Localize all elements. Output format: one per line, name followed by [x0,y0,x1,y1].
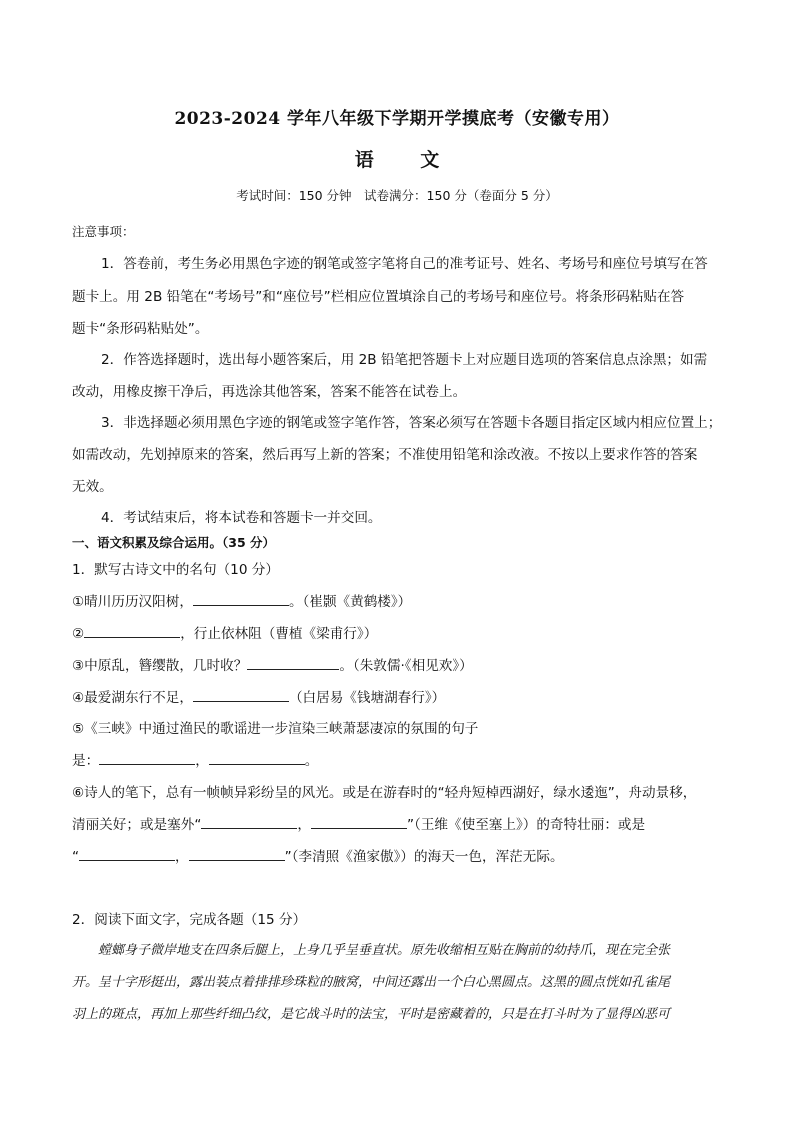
q1-s6-l3-suffix: ”（李清照《渔家傲》）的海天一色，浑茫无际。 [284,849,564,865]
q1-s3-prefix: ③中原乱，簪缨散，几时收？ [72,658,248,674]
answer-blank[interactable] [193,687,289,702]
notice-item-1-line-3: 题卡“条形码粘贴处”。 [72,321,209,337]
q1-s6-l2-suffix: ”（王维《使至塞上》）的奇特壮丽：或是 [406,817,646,833]
q1-s2-prefix: ② [72,626,85,642]
q1-s5-prefix: 是： [72,753,100,769]
q1-sentence-5-line-1: ⑤《三峡》中通过渔民的歌谣进一步渲染三峡萧瑟凄凉的氛围的句子 [72,721,479,737]
answer-blank[interactable] [209,750,305,765]
q1-s4-suffix: （白居易《钱塘湖春行》） [288,690,446,706]
q1-s5-suffix: 。 [304,753,319,769]
q1-s6-l2-mid: ， [297,817,311,833]
notice-item-1-line-2: 题卡上。用 2B 铅笔在“考场号”和“座位号”栏相应位置填涂自己的考场号和座位号。将条形码粘贴在答 [72,289,685,305]
answer-blank[interactable] [311,814,407,829]
answer-blank[interactable] [193,591,289,606]
notice-item-2-line-2: 改动，用橡皮擦干净后，再选涂其他答案，答案不能答在试卷上。 [72,384,467,400]
answer-blank[interactable] [247,655,339,670]
q1-sentence-3 [72,654,473,674]
q1-sentence-6-line-1: ⑥诗人的笔下，总有一帧帧异彩纷呈的风光。或是在游春时的“轻舟短棹西湖好，绿水逶迤”，舟动景移， [72,785,697,801]
answer-blank[interactable] [201,814,297,829]
answer-blank[interactable] [79,846,175,861]
answer-blank[interactable] [189,846,285,861]
passage-line-3: 羽上的斑点，再加上那些纤细凸纹，是它战斗时的法宝，平时是密藏着的，只是在打斗时为了显得凶恶可 [72,1007,671,1022]
notice-heading: 注意事项： [72,224,135,239]
question-1-title: 1．默写古诗文中的名句（10 分） [72,562,279,578]
q1-s4-prefix: ④最爱湖东行不足， [72,690,193,706]
answer-blank[interactable] [99,750,195,765]
question-2-title: 2．阅读下面文字，完成各题（15 分） [72,912,307,928]
answer-blank[interactable] [84,623,180,638]
q1-sentence-1 [72,590,411,610]
q1-sentence-6-line-3 [72,845,564,865]
q1-s1-suffix: 。（崔颢《黄鹤楼》） [288,594,412,610]
exam-title: 2023-2024 学年八年级下学期开学摸底考（安徽专用） [174,109,620,129]
q1-s2-suffix: ，行止依林阻（曹植《梁甫行》） [180,626,378,642]
q1-s6-l3-prefix: “ [72,849,80,865]
q1-s5-mid: ， [195,753,209,769]
q1-s1-prefix: ①晴川历历汉阳树， [72,594,193,610]
notice-item-3-line-1: 3．非选择题必须用黑色字迹的钢笔或签字笔作答，答案必须写在答题卡各题目指定区域内相应位置上； [101,415,722,431]
q1-sentence-2 [72,622,377,642]
notice-item-3-line-3: 无效。 [72,479,113,495]
subject-title: 语 文 [354,149,460,171]
section-1-heading: 一、语文积累及综合运用。（35 分） [72,535,275,550]
q1-sentence-4 [72,686,445,706]
q1-sentence-5-line-2 [72,749,318,769]
notice-item-2-line-1: 2．作答选择题时，选出每小题答案后，用 2B 铅笔把答题卡上对应题目选项的答案信息点涂黑；如需 [101,352,708,368]
notice-item-1-line-1: 1．答卷前，考生务必用黑色字迹的钢笔或签字笔将自己的准考证号、姓名、考场号和座位号填写在答 [101,256,708,272]
q1-s6-l2-prefix: 清丽关好；或是塞外“ [72,817,202,833]
q1-s6-l3-mid: ， [175,849,189,865]
passage-line-1: 螳螂身子微岸地支在四条后腿上，上身几乎呈垂直状。原先收缩相互贴在胸前的幼持爪，现在完全张 [98,943,671,958]
passage-line-2: 开。呈十字形挺出，露出装点着排排珍珠粒的腋窝，中间还露出一个白心黑圆点。这黑的圆点恍如孔雀尾 [72,975,671,990]
q1-s3-suffix: 。（朱敦儒·《相见欢》） [339,658,473,674]
notice-item-3-line-2: 如需改动，先划掉原来的答案，然后再写上新的答案；不准使用铅笔和涂改液。不按以上要求作答的答案 [72,447,698,463]
q1-sentence-6-line-2 [72,813,645,833]
notice-item-4-line-1: 4．考试结束后，将本试卷和答题卡一并交回。 [101,510,382,526]
exam-info: 考试时间：150 分钟 试卷满分：150 分（卷面分 5 分） [236,188,558,203]
